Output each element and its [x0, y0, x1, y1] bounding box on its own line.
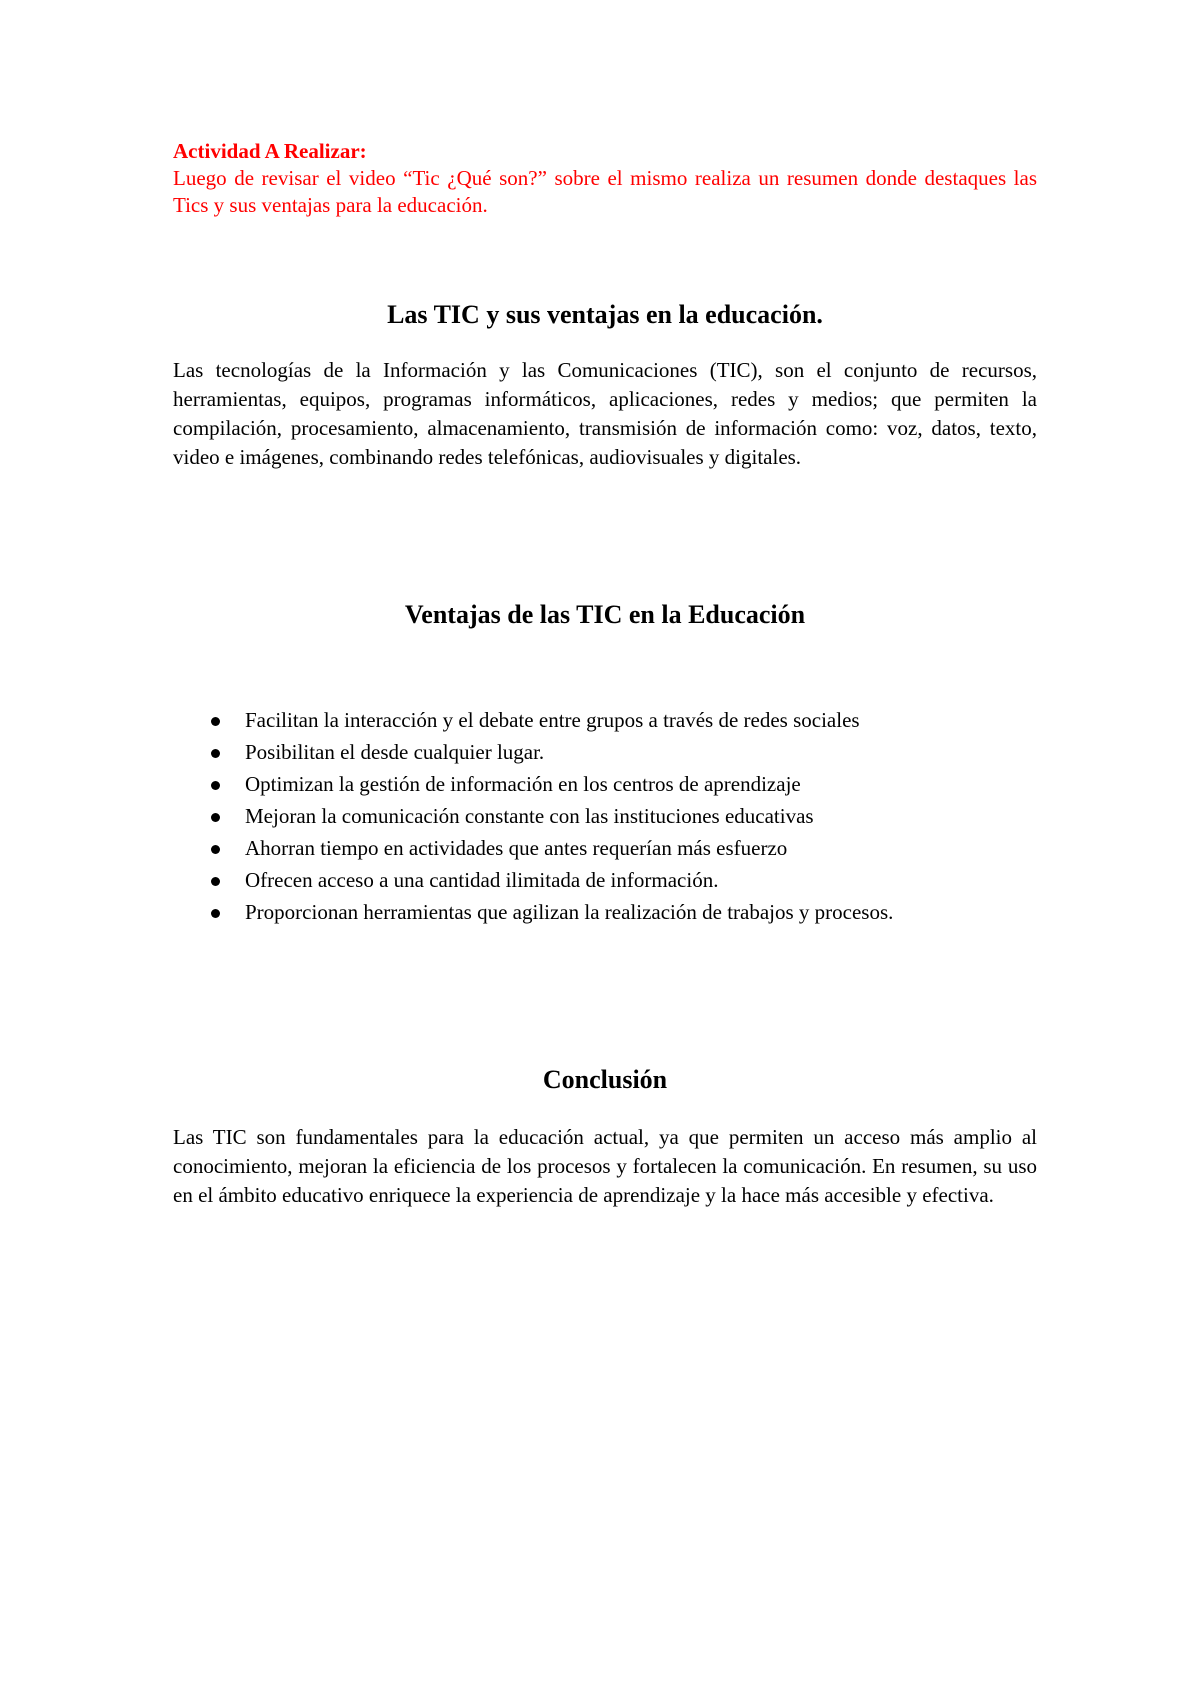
list-item-text: Facilitan la interacción y el debate entre grupos a través de redes sociales [245, 708, 860, 732]
bullet-icon [211, 845, 220, 854]
list-item [245, 736, 1037, 768]
bullet-icon [211, 749, 220, 758]
list-item [245, 896, 1037, 928]
list-item-text: Ofrecen acceso a una cantidad ilimitada de información. [245, 868, 719, 892]
activity-instructions: Luego de revisar el video “Tic ¿Qué son?” sobre el mismo realiza un resumen donde destaques las Tics y sus ventajas para la educación. [173, 166, 1037, 217]
advantages-list [173, 704, 1037, 928]
tic-definition-paragraph: Las tecnologías de la Información y las Comunicaciones (TIC), son el conjunto de recursos, herramientas, equipos, programas informáticos, aplicaciones, redes y medios; que permiten la compilación, procesamiento, almacenamiento, transmisión de información como: voz, datos, texto, video e imágenes, combinando redes telefónicas, audiovisuales y digitales. [173, 358, 1037, 469]
document-page [173, 138, 1037, 1210]
bullet-icon [211, 781, 220, 790]
bullet-icon [211, 909, 220, 918]
list-item [245, 832, 1037, 864]
section-heading-tic-ventajas: Las TIC y sus ventajas en la educación. [387, 300, 823, 329]
conclusion-paragraph: Las TIC son fundamentales para la educación actual, ya que permiten un acceso más amplio al conocimiento, mejoran la eficiencia de los procesos y fortalecen la comunicación. En resumen, su uso en el ámbito educativo enriquece la experiencia de aprendizaje y la hace más accesible y efectiva. [173, 1125, 1037, 1207]
list-item [245, 768, 1037, 800]
list-item-text: Proporcionan herramientas que agilizan la realización de trabajos y procesos. [245, 900, 894, 924]
list-item [245, 800, 1037, 832]
list-item-text: Ahorran tiempo en actividades que antes requerían más esfuerzo [245, 836, 788, 860]
activity-block [173, 138, 1037, 219]
bullet-icon [211, 813, 220, 822]
list-item-text: Posibilitan el desde cualquier lugar. [245, 740, 545, 764]
list-item [245, 704, 1037, 736]
bullet-icon [211, 877, 220, 886]
activity-title: Actividad A Realizar: [173, 139, 367, 163]
list-item-text: Mejoran la comunicación constante con las instituciones educativas [245, 804, 814, 828]
list-item-text: Optimizan la gestión de información en los centros de aprendizaje [245, 772, 801, 796]
section-heading-ventajas-educacion: Ventajas de las TIC en la Educación [404, 600, 806, 629]
list-item [245, 864, 1037, 896]
bullet-icon [211, 717, 220, 726]
section-heading-conclusion: Conclusión [542, 1065, 668, 1094]
